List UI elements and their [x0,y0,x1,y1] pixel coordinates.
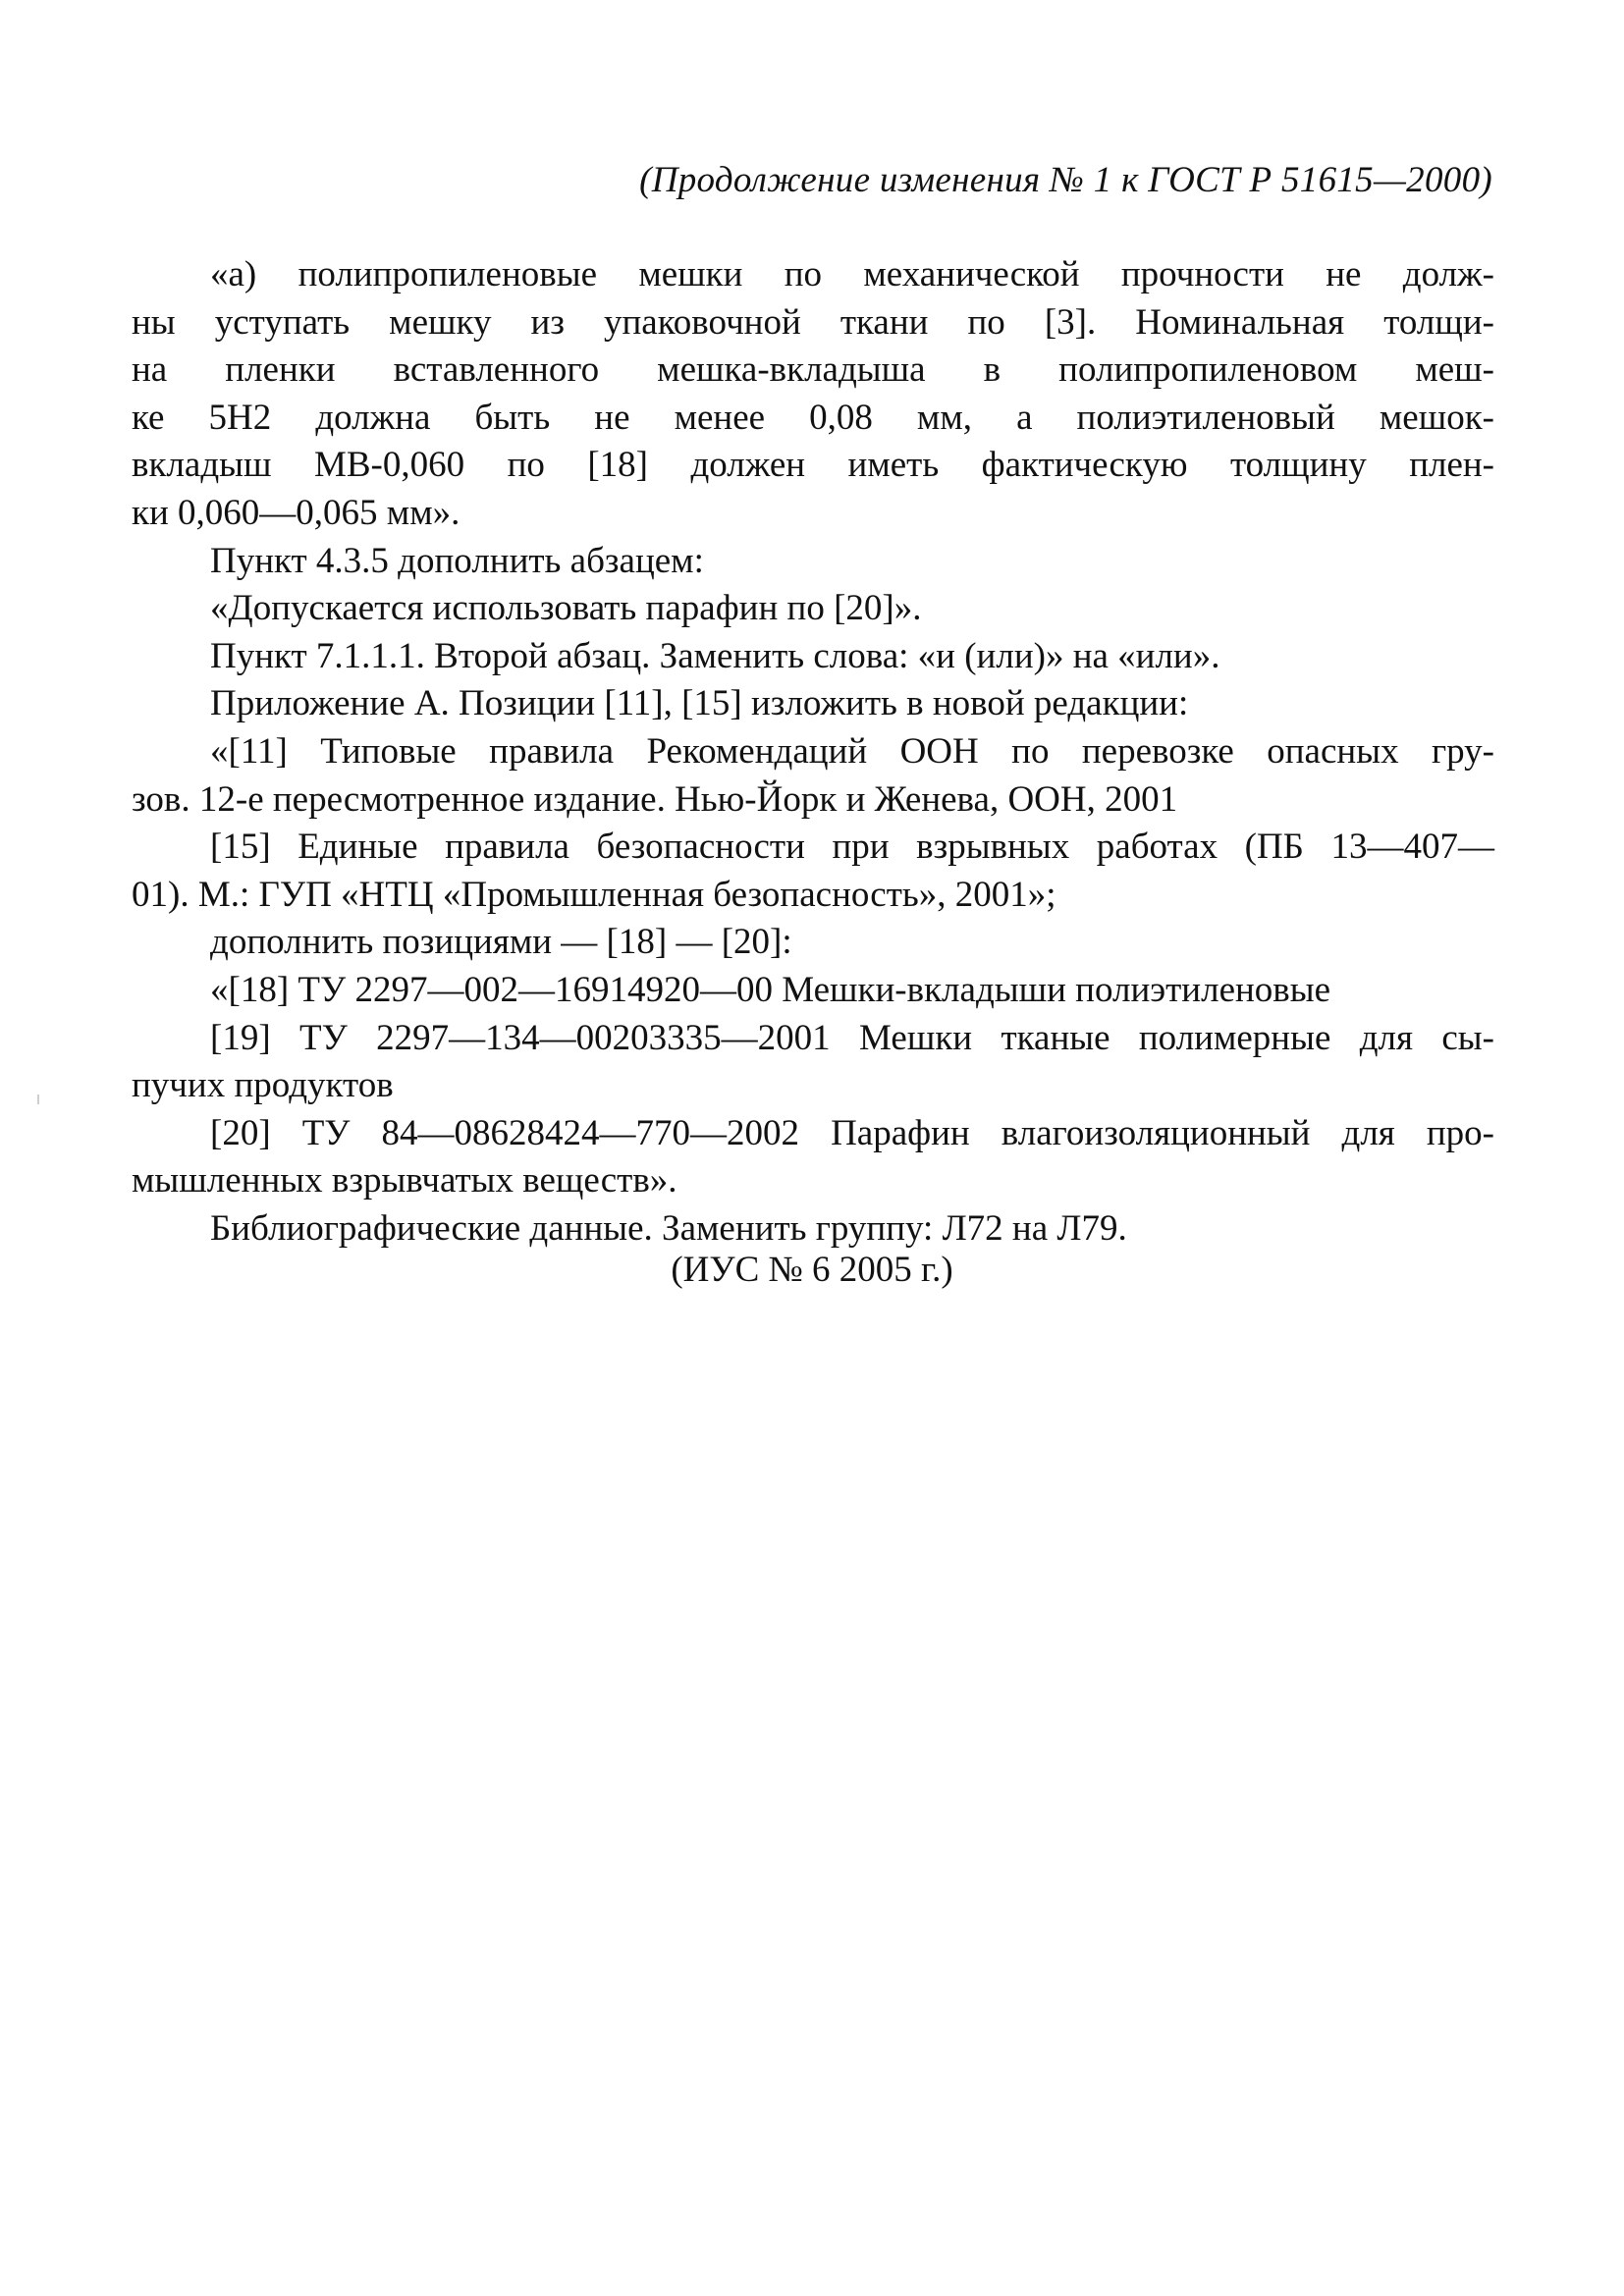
continuation-header: (Продолжение изменения № 1 к ГОСТ Р 51615—2000) [639,160,1492,200]
text-line: зов. 12-е пересмотренное издание. Нью-Йорк и Женева, ООН, 2001 [132,778,1178,820]
text-line: [15] Единые правила безопасности при взрывных работах (ПБ 13—407— [210,827,1494,868]
paragraph-item-7-1-1-1 [132,633,1494,681]
paragraph-paraffin-allowed [132,585,1494,633]
paragraph-polypropylene-bags [132,251,1494,538]
text-line: Приложение А. Позиции [11], [15] изложить в новой редакции: [210,683,1189,724]
paragraph-item-4-3-5 [132,538,1494,586]
paragraph-add-positions [132,919,1494,967]
text-line: «[18] ТУ 2297—002—16914920—00 Мешки-вкладыши полиэтиленовые [210,969,1331,1010]
text-line: вкладыш МВ-0,060 по [18] должен иметь фактическую толщину плен- [132,445,1494,486]
text-line: «[11] Типовые правила Рекомендаций ООН по перевозке опасных гру- [210,730,1494,772]
text-line: Пункт 7.1.1.1. Второй абзац. Заменить слова: «и (или)» на «или». [210,635,1220,676]
text-line: Библиографические данные. Заменить группу: Л72 на Л79. [210,1207,1127,1249]
reference-19 [132,1015,1494,1110]
text-line: Пункт 4.3.5 дополнить абзацем: [210,540,704,581]
text-line: ки 0,060—0,065 мм». [132,492,460,533]
text-line: ны уступать мешку из упаковочной ткани по [3]. Номинальная толщи- [132,301,1494,343]
reference-18 [132,967,1494,1015]
text-line: мышленных взрывчатых веществ». [132,1160,677,1201]
document-body [132,251,1494,1253]
scan-artifact [37,1095,39,1104]
text-line: на пленки вставленного мешка-вкладыша в полипропиленовом меш- [132,349,1494,391]
text-line: «Допускается использовать парафин по [20]». [210,588,922,629]
text-line: 01). М.: ГУП «НТЦ «Промышленная безопасность», 2001»; [132,874,1056,915]
text-line: дополнить позициями — [18] — [20]: [210,922,792,963]
reference-15 [132,824,1494,919]
text-line: ке 5Н2 должна быть не менее 0,08 мм, а полиэтиленовый мешок- [132,397,1494,438]
paragraph-appendix-a [132,680,1494,728]
text-line: [19] ТУ 2297—134—00203335—2001 Мешки тканые полимерные для сы- [210,1017,1494,1058]
paragraph-bibliographic-data [132,1205,1494,1254]
text-line: «а) полипропиленовые мешки по механической прочности не долж- [210,254,1494,294]
source-footer: (ИУС № 6 2005 г.) [671,1250,953,1290]
reference-11 [132,728,1494,824]
reference-20 [132,1110,1494,1205]
text-line: [20] ТУ 84—08628424—770—2002 Парафин влагоизоляционный для про- [210,1112,1494,1153]
text-line: пучих продуктов [132,1065,394,1106]
